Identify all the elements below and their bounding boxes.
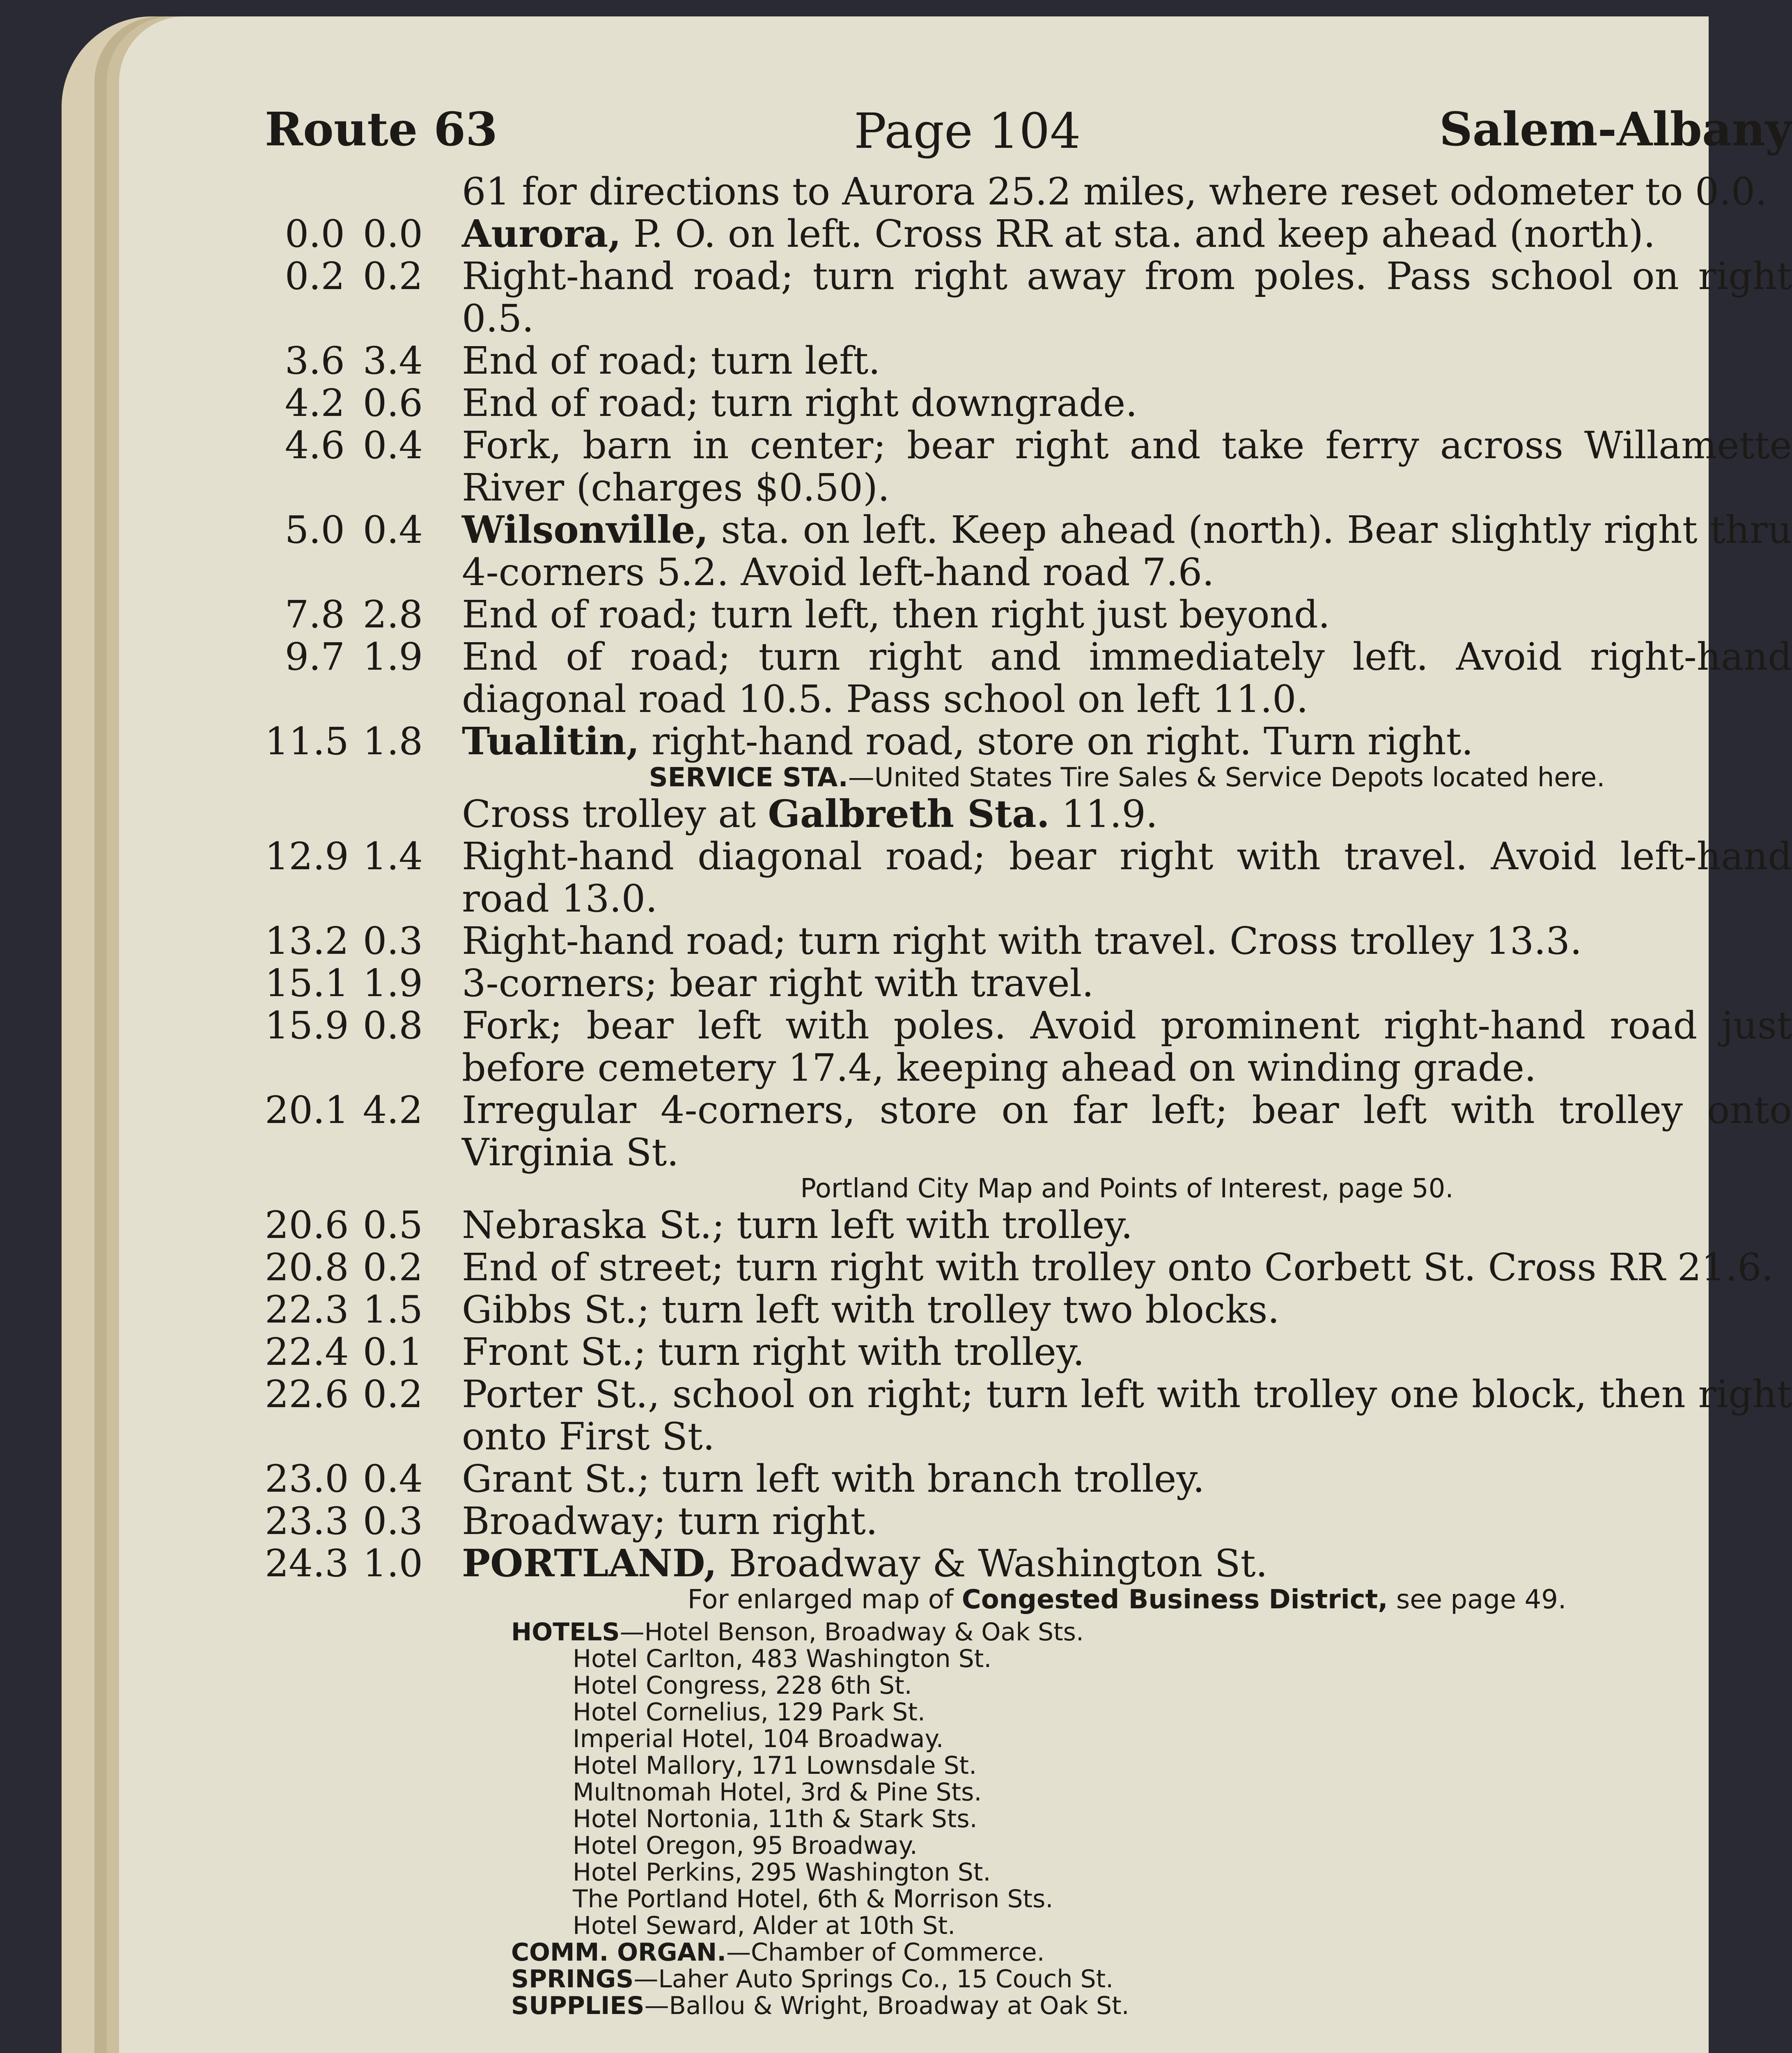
total-mileage: 13.2: [265, 919, 349, 963]
distance-between: 0.0: [363, 212, 423, 256]
log-entry: [265, 920, 1792, 962]
total-mileage: 7.8: [285, 592, 345, 636]
route-log-lower: [265, 1204, 1792, 1585]
distance-between: 4.2: [363, 1088, 423, 1132]
direction-detail: Front St.; turn right with trolley.: [462, 1330, 1085, 1374]
direction-detail: Grant St.; turn left with branch trolley.: [462, 1457, 1205, 1501]
distance-between: 0.4: [363, 423, 423, 467]
comm-organ: COMM. ORGAN.—Chamber of Commerce.: [511, 1938, 1045, 1967]
place-name: Wilsonville,: [462, 508, 709, 552]
direction-detail: 61 for directions to Aurora 25.2 miles, where reset odometer to 0.0.: [462, 170, 1767, 214]
distance-between: 1.0: [363, 1541, 423, 1585]
direction-text: [462, 382, 1792, 424]
place-name: Aurora,: [462, 211, 622, 256]
log-entry: [265, 1458, 1792, 1500]
direction-text: [462, 1458, 1792, 1500]
hotel-entry: Hotel Mallory, 171 Lownsdale St.: [573, 1751, 977, 1780]
place-name: PORTLAND,: [462, 1541, 717, 1585]
distance-between: 0.3: [363, 919, 423, 963]
log-entry: [265, 835, 1792, 920]
distance-between: 1.9: [363, 635, 423, 679]
log-entry: [265, 593, 1792, 636]
cross-trolley-line: Cross trolley at Galbreth Sta. 11.9.: [462, 792, 1158, 836]
hotels-first: HOTELS—Hotel Benson, Broadway & Oak Sts.: [511, 1618, 1084, 1647]
route-log-middle: [265, 835, 1792, 1173]
total-mileage: 22.4: [265, 1330, 349, 1374]
direction-detail: End of road; turn left, then right just beyond.: [462, 592, 1330, 636]
hotel-entry: Hotel Carlton, 483 Washington St.: [573, 1644, 992, 1673]
springs: SPRINGS—Laher Auto Springs Co., 15 Couch St.: [511, 1965, 1114, 1993]
direction-detail: Fork; bear left with poles. Avoid prominent right-hand road just before cemetery 17.4, keeping ahead on winding grade.: [462, 1004, 1792, 1090]
total-mileage: 15.9: [265, 1004, 349, 1047]
direction-detail: End of road; turn right and immediately left. Avoid right-hand diagonal road 10.5. Pass school on left 11.0.: [462, 635, 1792, 721]
direction-text: [462, 593, 1792, 636]
direction-detail: Gibbs St.; turn left with trolley two blocks.: [462, 1288, 1280, 1332]
distance-between: 1.9: [363, 961, 423, 1005]
total-mileage: 9.7: [285, 635, 345, 679]
distance-between: 0.5: [363, 1203, 423, 1247]
log-entry: [265, 424, 1792, 509]
distance-between: 0.2: [363, 1245, 423, 1289]
direction-detail: End of road; turn right downgrade.: [462, 381, 1138, 425]
direction-detail: Irregular 4-corners, store on far left; bear left with trolley onto Virginia St.: [462, 1088, 1792, 1174]
hotel-entry: Hotel Perkins, 295 Washington St.: [573, 1858, 991, 1887]
header-page-number: Page 104: [854, 103, 1081, 159]
total-mileage: 11.5: [265, 719, 349, 763]
direction-detail: Nebraska St.; turn left with trolley.: [462, 1203, 1133, 1247]
direction-detail: Porter St., school on right; turn left with trolley one block, then right onto First St.: [462, 1372, 1792, 1458]
log-entry: [265, 962, 1792, 1004]
log-entry: [265, 720, 1792, 762]
direction-detail: Fork, barn in center; bear right and take ferry across Willamette River (charges $0.50).: [462, 423, 1792, 510]
direction-text: [462, 424, 1792, 509]
distance-between: 2.8: [363, 592, 423, 636]
hotel-list: [511, 1646, 1792, 1939]
log-entry: [265, 1373, 1792, 1458]
service-station-note: SERVICE STA.—United States Tire Sales & Service Depots located here.: [649, 762, 1605, 793]
distance-between: 0.8: [363, 1004, 423, 1047]
log-entry: [265, 1288, 1792, 1331]
direction-detail: End of road; turn left.: [462, 339, 881, 383]
direction-text: [462, 509, 1792, 593]
distance-between: 1.5: [363, 1288, 423, 1332]
total-mileage: 20.6: [265, 1203, 349, 1247]
distance-between: 0.4: [363, 508, 423, 552]
page-content: [265, 103, 1792, 2053]
direction-text: [462, 1288, 1792, 1331]
direction-detail: Broadway; turn right.: [462, 1499, 878, 1543]
direction-detail: Right-hand road; turn right with travel. Cross trolley 13.3.: [462, 919, 1582, 963]
direction-text: [462, 1500, 1792, 1542]
header-route: Route 63: [265, 103, 498, 156]
log-entry: [265, 1246, 1792, 1288]
direction-detail: Right-hand road; turn right away from poles. Pass school on right 0.5.: [462, 254, 1792, 340]
direction-text: [462, 213, 1792, 255]
total-mileage: 23.0: [265, 1457, 349, 1501]
direction-detail: Right-hand diagonal road; bear right with travel. Avoid left-hand road 13.0.: [462, 834, 1792, 921]
log-entry: [265, 1089, 1792, 1173]
direction-text: [462, 1204, 1792, 1246]
log-entry: [265, 636, 1792, 720]
direction-text: [462, 340, 1792, 382]
route-log-top: [265, 170, 1792, 762]
direction-detail: 3-corners; bear right with travel.: [462, 961, 1094, 1005]
distance-between: 0.4: [363, 1457, 423, 1501]
place-name: Tualitin,: [462, 719, 640, 763]
total-mileage: 23.3: [265, 1499, 349, 1543]
log-entry: [265, 255, 1792, 340]
portland-map-note: Portland City Map and Points of Interest, page 50.: [800, 1173, 1454, 1204]
log-entry: [265, 213, 1792, 255]
log-entry: [265, 382, 1792, 424]
portland-directory: [511, 1619, 1792, 2019]
hotel-entry: The Portland Hotel, 6th & Morrison Sts.: [573, 1885, 1053, 1913]
distance-between: 1.4: [363, 834, 423, 878]
total-mileage: 24.3: [265, 1541, 349, 1585]
direction-text: [462, 1331, 1792, 1373]
log-entry: [265, 1542, 1792, 1585]
log-entry: [265, 1331, 1792, 1373]
log-entry: [265, 1500, 1792, 1542]
total-mileage: 20.1: [265, 1088, 349, 1132]
total-mileage: 5.0: [285, 508, 345, 552]
book-page: [119, 16, 1792, 2053]
hotel-entry: Hotel Congress, 228 6th St.: [573, 1671, 912, 1700]
direction-text: [462, 1004, 1792, 1089]
total-mileage: 4.2: [285, 381, 345, 425]
direction-text: [462, 636, 1792, 720]
direction-text: [462, 962, 1792, 1004]
total-mileage: 12.9: [265, 834, 349, 878]
distance-between: 0.1: [363, 1330, 423, 1374]
total-mileage: 3.6: [285, 339, 345, 383]
hotel-entry: Imperial Hotel, 104 Broadway.: [573, 1725, 944, 1753]
direction-text: [462, 1542, 1792, 1585]
log-entry: [265, 509, 1792, 593]
distance-between: 1.8: [363, 719, 423, 763]
direction-text: [462, 1373, 1792, 1458]
total-mileage: 22.6: [265, 1372, 349, 1416]
direction-text: [462, 255, 1792, 340]
direction-text: [462, 920, 1792, 962]
total-mileage: 15.1: [265, 961, 349, 1005]
total-mileage: 22.3: [265, 1288, 349, 1332]
total-mileage: 0.0: [285, 212, 345, 256]
direction-detail: End of street; turn right with trolley onto Corbett St. Cross RR 21.6.: [462, 1245, 1774, 1289]
direction-text: [462, 1246, 1792, 1288]
log-entry: [265, 340, 1792, 382]
hotel-entry: Hotel Nortonia, 11th & Stark Sts.: [573, 1805, 977, 1833]
enlarged-map-note: For enlarged map of Congested Business District, see page 49.: [687, 1585, 1567, 1615]
distance-between: 0.3: [363, 1499, 423, 1543]
total-mileage: 0.2: [285, 254, 345, 298]
direction-detail: right-hand road, store on right. Turn right.: [639, 719, 1473, 763]
distance-between: 0.2: [363, 1372, 423, 1416]
direction-detail: sta. on left. Keep ahead (north). Bear slightly right thru 4-corners 5.2. Avoid left-hand road 7.6.: [462, 508, 1792, 594]
log-entry: [265, 1004, 1792, 1089]
total-mileage: 20.8: [265, 1245, 349, 1289]
direction-text: [462, 835, 1792, 920]
running-header: [265, 103, 1792, 170]
direction-text: [462, 170, 1792, 213]
hotel-entry: Hotel Oregon, 95 Broadway.: [573, 1831, 918, 1860]
log-entry: [265, 170, 1792, 213]
distance-between: 0.2: [363, 254, 423, 298]
hotel-entry: Hotel Cornelius, 129 Park St.: [573, 1698, 925, 1727]
total-mileage: 4.6: [285, 423, 345, 467]
hotel-entry: Multnomah Hotel, 3rd & Pine Sts.: [573, 1778, 982, 1807]
direction-text: [462, 1089, 1792, 1173]
header-region: Salem-Albany: [1439, 103, 1792, 156]
hotel-entry: Hotel Seward, Alder at 10th St.: [573, 1911, 956, 1940]
distance-between: 3.4: [363, 339, 423, 383]
distance-between: 0.6: [363, 381, 423, 425]
log-entry: [265, 1204, 1792, 1246]
direction-detail: Broadway & Washington St.: [717, 1541, 1268, 1585]
supplies: SUPPLIES—Ballou & Wright, Broadway at Oak St.: [511, 1991, 1129, 2020]
direction-detail: P. O. on left. Cross RR at sta. and keep ahead (north).: [621, 212, 1656, 256]
direction-text: [462, 720, 1792, 762]
